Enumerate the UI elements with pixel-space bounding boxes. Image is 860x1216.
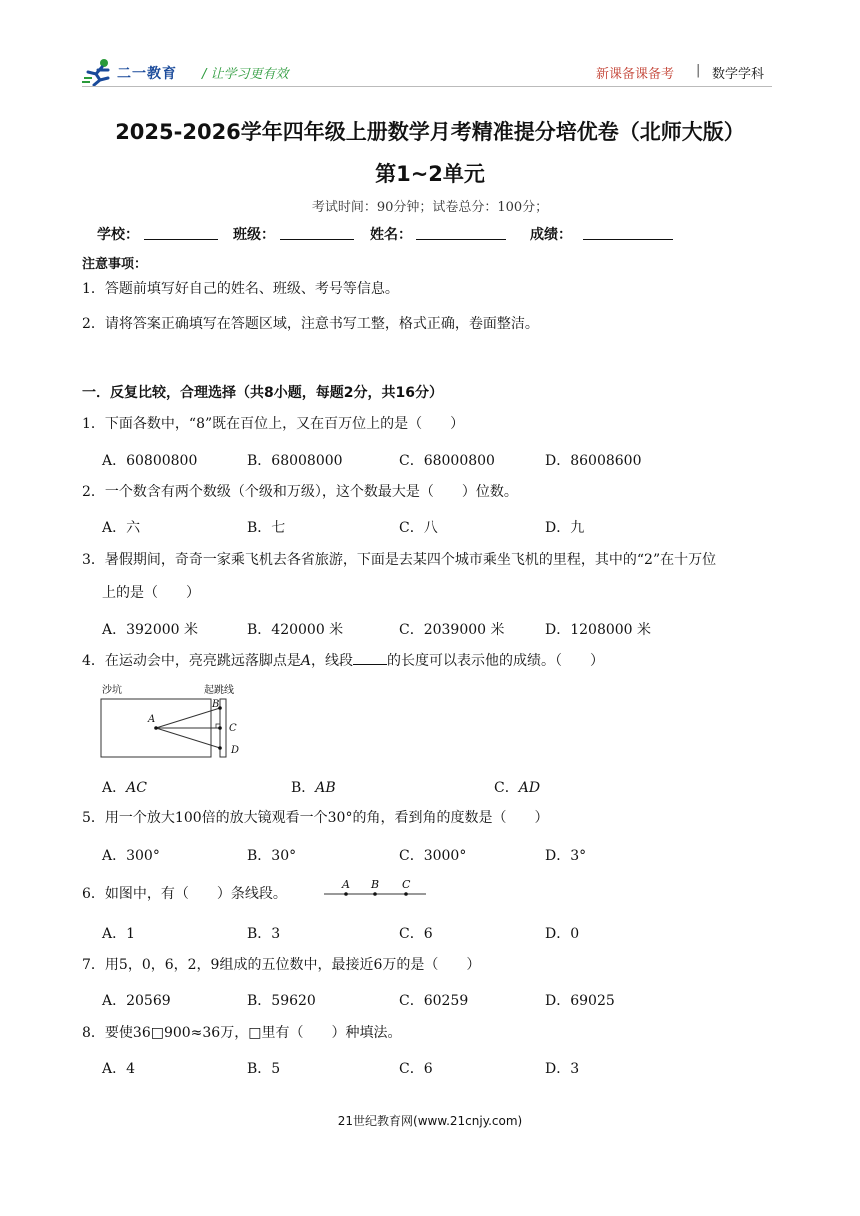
point-a bbox=[344, 892, 348, 896]
header-right-label: 新课备课备考 bbox=[596, 67, 675, 82]
option-d[interactable]: D．3° bbox=[545, 848, 587, 864]
option-a[interactable] bbox=[102, 777, 147, 797]
question-stem: 8．要使36□900≈36万，□里有（ ）种填法。 bbox=[82, 1025, 402, 1041]
stem-part: ，线段 bbox=[311, 653, 354, 669]
point-b bbox=[373, 892, 377, 896]
option-d[interactable]: D．1208000 米 bbox=[545, 622, 652, 638]
question-stem-continued: 上的是（ ） bbox=[102, 585, 200, 601]
question-stem: 5．用一个放大100倍的放大镜观看一个30°的角，看到角的度数是（ ） bbox=[82, 810, 549, 826]
header-subject: 数学学科 bbox=[712, 67, 765, 82]
option-value: AC bbox=[126, 780, 147, 796]
question-stem: 6．如图中，有（ ）条线段。 bbox=[82, 886, 287, 902]
question-stem: 2．一个数含有两个数级（个级和万级），这个数最大是（ ）位数。 bbox=[82, 484, 518, 500]
score-input-line[interactable] bbox=[583, 239, 673, 240]
option-c[interactable]: C．2039000 米 bbox=[399, 622, 505, 638]
point-c bbox=[218, 726, 222, 730]
option-c[interactable]: C．68000800 bbox=[399, 453, 495, 469]
page-footer: 21世纪教育网(www.21cnjy.com) bbox=[337, 1114, 523, 1128]
name-input-line[interactable] bbox=[416, 239, 506, 240]
notes-heading: 注意事项： bbox=[82, 257, 148, 272]
point-c-label: C bbox=[402, 878, 411, 891]
long-jump-diagram bbox=[96, 680, 256, 762]
option-b[interactable]: B．59620 bbox=[247, 993, 316, 1009]
score-label: 成绩： bbox=[530, 227, 572, 243]
note-item: 2．请将答案正确填写在答题区域，注意书写工整，格式正确，卷面整洁。 bbox=[82, 316, 539, 332]
class-label: 班级： bbox=[233, 227, 275, 243]
option-value: AB bbox=[315, 780, 336, 796]
option-d[interactable]: D．九 bbox=[545, 520, 585, 536]
running-man-logo-icon bbox=[82, 58, 116, 86]
paper-subtitle: 第1~2单元 bbox=[375, 162, 485, 186]
option-value: AD bbox=[518, 780, 541, 796]
exam-info: 考试时间：90分钟；试卷总分：100分； bbox=[311, 200, 549, 215]
point-a-label: A bbox=[342, 878, 350, 891]
option-b[interactable]: B．30° bbox=[247, 848, 297, 864]
question-stem bbox=[82, 652, 604, 670]
school-label: 学校： bbox=[97, 227, 139, 243]
stem-part: 4．在运动会中，亮亮跳远落脚点是 bbox=[82, 653, 301, 669]
point-d-label: D bbox=[231, 745, 240, 756]
point-c-label: C bbox=[229, 723, 237, 734]
option-c[interactable]: C．6 bbox=[399, 926, 433, 942]
option-a[interactable]: A．4 bbox=[102, 1061, 136, 1077]
header-slogan: / 让学习更有效 bbox=[202, 67, 289, 82]
point-b-label: B bbox=[212, 699, 220, 710]
point-variable: A bbox=[300, 653, 312, 669]
option-letter: A． bbox=[102, 780, 127, 796]
name-label: 姓名： bbox=[370, 227, 412, 243]
school-input-line[interactable] bbox=[144, 239, 218, 240]
header-separator: | bbox=[696, 63, 701, 78]
note-item: 1．答题前填写好自己的姓名、班级、考号等信息。 bbox=[82, 281, 399, 297]
option-b[interactable]: B．420000 米 bbox=[247, 622, 344, 638]
option-a[interactable]: A．1 bbox=[102, 926, 136, 942]
option-d[interactable]: D．69025 bbox=[545, 993, 615, 1009]
class-input-line[interactable] bbox=[280, 239, 354, 240]
option-c[interactable]: C．八 bbox=[399, 520, 438, 536]
option-d[interactable]: D．3 bbox=[545, 1061, 580, 1077]
option-letter: B． bbox=[291, 780, 316, 796]
point-a-label: A bbox=[148, 714, 156, 725]
option-c[interactable] bbox=[494, 777, 540, 797]
paper-title: 2025-2026学年四年级上册数学月考精准提分培优卷（北师大版） bbox=[115, 120, 745, 144]
stem-part: 的长度可以表示他的成绩。（ ） bbox=[387, 653, 605, 669]
logo-text: 二一教育 bbox=[117, 66, 177, 82]
option-b[interactable]: B．七 bbox=[247, 520, 286, 536]
option-letter: C． bbox=[494, 780, 519, 796]
question-stem: 1．下面各数中，“8”既在百位上，又在百万位上的是（ ） bbox=[82, 416, 465, 432]
option-d[interactable]: D．0 bbox=[545, 926, 580, 942]
question-stem: 3．暑假期间，奇奇一家乘飞机去各省旅游，下面是去某四个城市乘坐飞机的里程，其中的“2”在十万位 bbox=[82, 552, 717, 568]
option-d[interactable]: D．86008600 bbox=[545, 453, 642, 469]
option-b[interactable]: B．3 bbox=[247, 926, 281, 942]
option-b[interactable]: B．68008000 bbox=[247, 453, 343, 469]
option-b[interactable] bbox=[291, 777, 336, 797]
option-a[interactable]: A．392000 米 bbox=[102, 622, 199, 638]
option-a[interactable]: A．六 bbox=[102, 520, 141, 536]
line-segment-diagram bbox=[322, 876, 430, 900]
point-b-label: B bbox=[371, 878, 380, 891]
option-c[interactable]: C．3000° bbox=[399, 848, 467, 864]
segment-ad bbox=[156, 728, 220, 748]
segment-ab bbox=[156, 708, 220, 728]
point-a bbox=[154, 726, 158, 730]
option-b[interactable]: B．5 bbox=[247, 1061, 281, 1077]
option-a[interactable]: A．60800800 bbox=[102, 453, 198, 469]
section-heading: 一．反复比较，合理选择（共8小题，每题2分，共16分） bbox=[82, 385, 443, 401]
option-c[interactable]: C．60259 bbox=[399, 993, 469, 1009]
takeoff-line-label: 起跳线 bbox=[204, 685, 234, 696]
question-stem: 7．用5，0，6，2，9组成的五位数中，最接近6万的是（ ） bbox=[82, 957, 481, 973]
point-d bbox=[218, 746, 222, 750]
option-a[interactable]: A．300° bbox=[102, 848, 160, 864]
header-divider bbox=[82, 86, 772, 87]
point-c bbox=[404, 892, 408, 896]
sand-pit-label: 沙坑 bbox=[102, 685, 122, 696]
option-c[interactable]: C．6 bbox=[399, 1061, 433, 1077]
answer-blank[interactable] bbox=[353, 652, 387, 665]
option-a[interactable]: A．20569 bbox=[102, 993, 171, 1009]
